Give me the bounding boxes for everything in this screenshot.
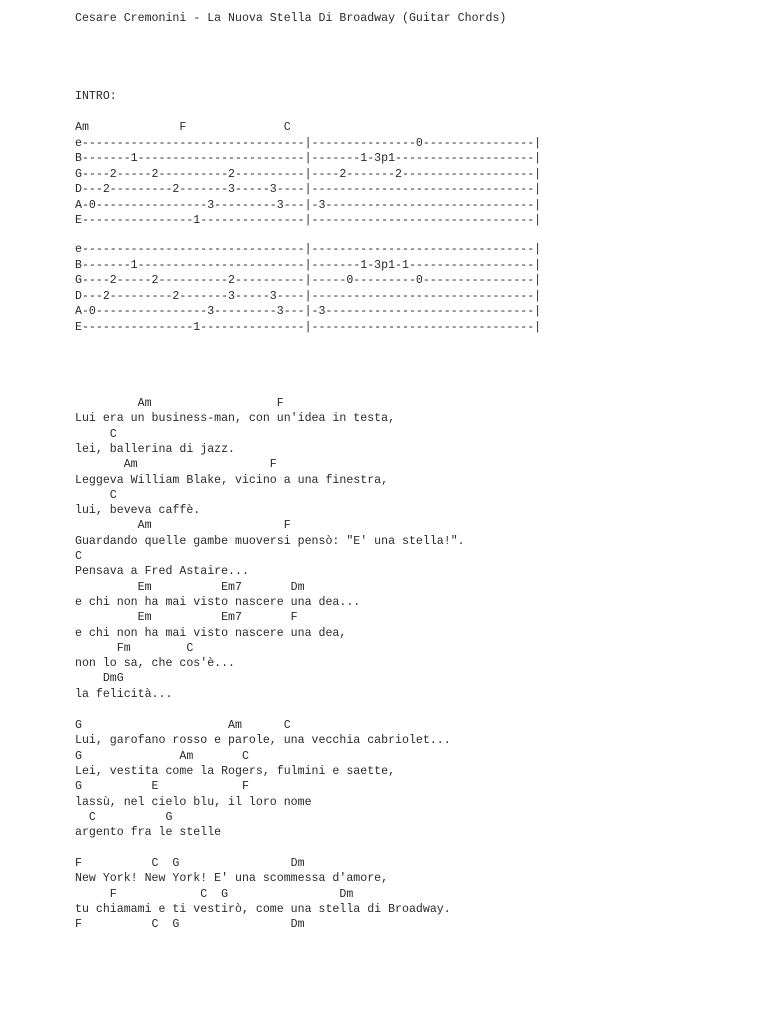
tab-block-1-line: G----2-----2----------2----------|----2-------2-------------------| (75, 167, 542, 181)
verse-2-line: C G (75, 810, 173, 824)
tab-block-2-line: A-0----------------3---------3---|-3------------------------------| (75, 305, 542, 318)
tab-block-1-line: E----------------1---------------|--------------------------------| (75, 214, 542, 227)
verse-1-line: Am F (75, 458, 277, 472)
verse-1-line: Lui era un business-man, con un'idea in testa, (75, 412, 396, 426)
verse-1-line: C (75, 427, 117, 441)
tab-block-1-line: B-------1------------------------|-------1-3p1--------------------| (75, 152, 542, 165)
verse-2-line: G Am C (75, 719, 291, 732)
tab-block-2-line: G----2-----2----------2----------|-----0---------0----------------| (75, 274, 542, 287)
verse-1-line: Em Em7 Dm (75, 580, 305, 594)
verse-1-line: C (75, 488, 117, 502)
verse-2-line: Lei, vestita come la Rogers, fulmini e saette, (75, 764, 396, 778)
verse-1-line: Leggeva William Blake, vicino a una finestra, (75, 473, 389, 487)
chorus-line: New York! New York! E' una scommessa d'amore, (75, 872, 389, 886)
verse-2-line: Lui, garofano rosso e parole, una vecchia cabriolet... (75, 734, 451, 748)
chorus-line: F C G Dm (75, 887, 354, 901)
verse-2-line: argento fra le stelle (75, 826, 222, 840)
chorus-line: F C G Dm (75, 857, 305, 870)
verse-1-line: la felicità... (75, 687, 173, 701)
verse-1-line: Guardando quelle gambe muoversi pensò: "E' una stella!". (75, 534, 465, 548)
tab-block-2-line: D---2---------2-------3-----3----|--------------------------------| (75, 289, 542, 303)
verse-1-line: e chi non ha mai visto nascere una dea, (75, 626, 347, 640)
verse-1-line: lei, ballerina di jazz. (75, 442, 236, 456)
verse-2-line: G E F (75, 780, 249, 794)
verse-1-line: DmG (75, 672, 124, 686)
tab-block-1-line: D---2---------2-------3-----3----|--------------------------------| (75, 183, 542, 196)
verse-1-line: non lo sa, che cos'è... (75, 657, 236, 671)
verse-2-line: lassù, nel cielo blu, il loro nome (75, 795, 312, 809)
chorus-line: tu chiamami e ti vestirò, come una stella di Broadway. (75, 902, 451, 916)
verse-1-line: Fm C (75, 641, 194, 655)
verse-1-line: lui, beveva caffè. (75, 504, 201, 518)
tab-block-1-line: e--------------------------------|---------------0----------------| (75, 136, 542, 150)
tab-block-1-line: Am F C (75, 121, 291, 134)
tab-block-2-line: E----------------1---------------|--------------------------------| (75, 320, 542, 334)
page-title: Cesare Cremonini - La Nuova Stella Di Broadway (Guitar Chords) (75, 12, 507, 25)
verse-1-line: Am F (75, 519, 291, 533)
intro-label: INTRO: (75, 90, 117, 103)
tab-block-1-line: A-0----------------3---------3---|-3------------------------------| (75, 198, 542, 212)
tab-block-2-line: e--------------------------------|--------------------------------| (75, 243, 542, 256)
chorus-line: F C G Dm (75, 918, 305, 932)
verse-1-line: Em Em7 F (75, 611, 298, 625)
tab-block-2-line: B-------1------------------------|-------1-3p1-1------------------| (75, 258, 542, 272)
verse-1-line: Am F (75, 397, 284, 410)
verse-1-line: Pensava a Fred Astaire... (75, 565, 249, 579)
verse-2-line: G Am C (75, 749, 249, 763)
verse-1-line: C (75, 550, 82, 563)
verse-1-line: e chi non ha mai visto nascere una dea... (75, 595, 361, 609)
